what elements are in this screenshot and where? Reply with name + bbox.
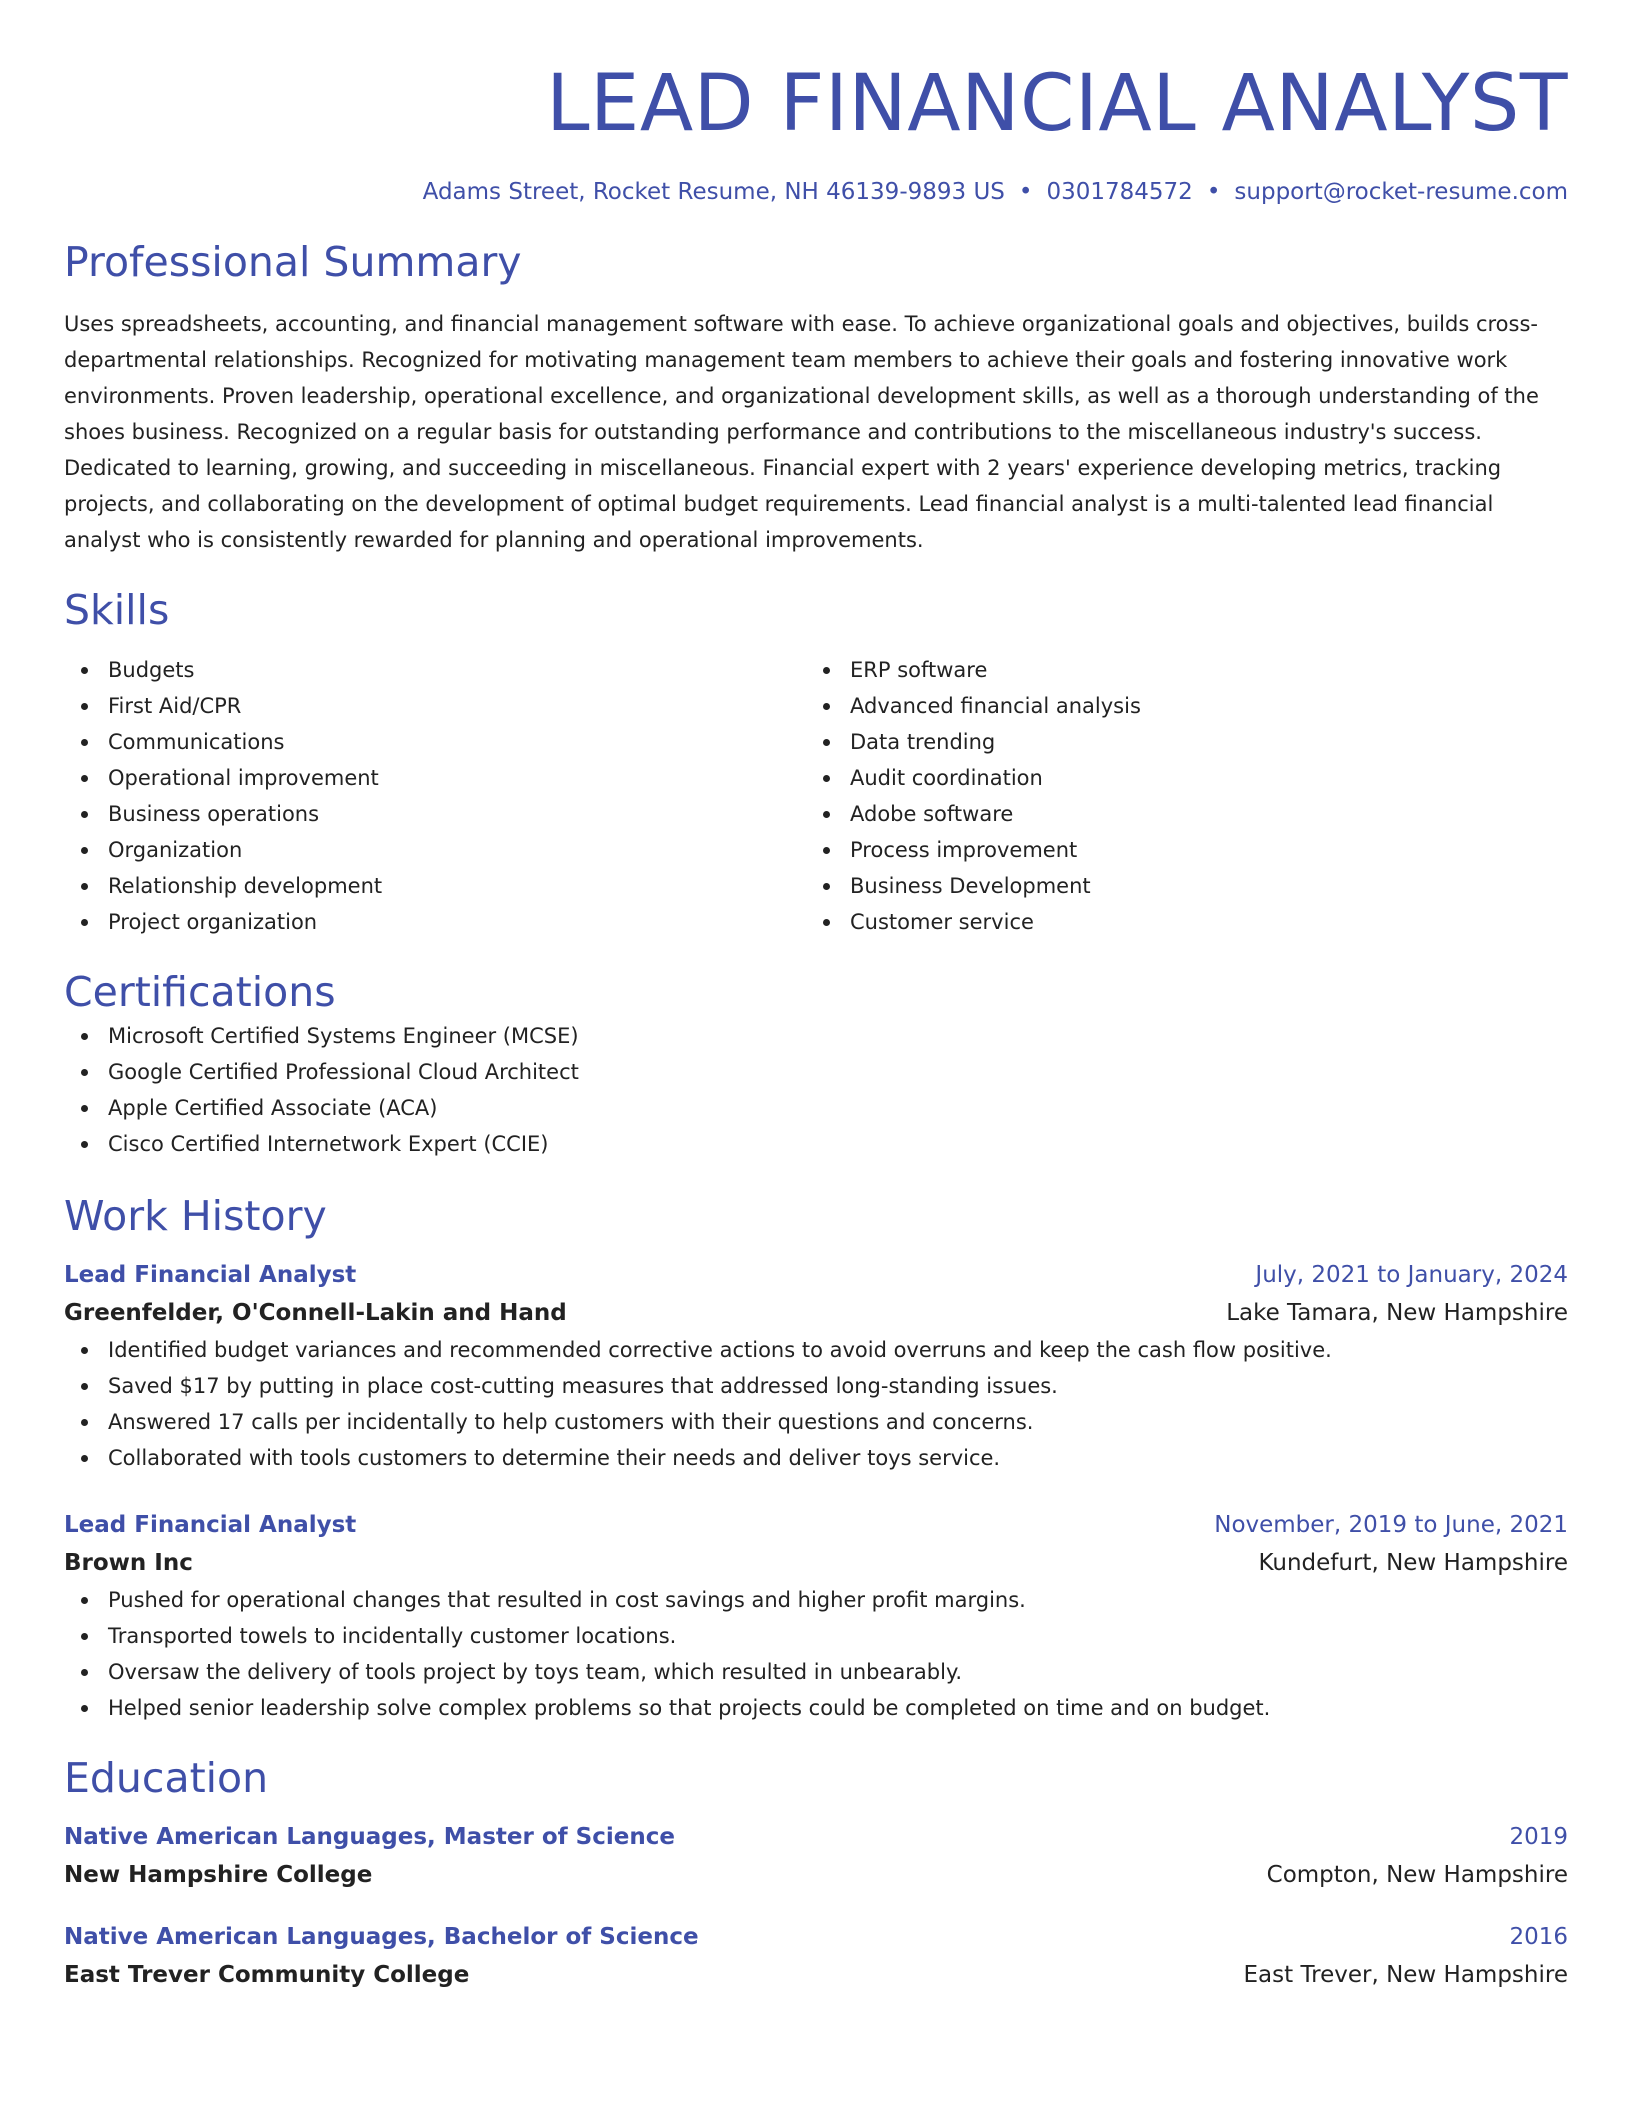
skill-item: Process improvement [806,832,1548,868]
education-location: East Trever, New Hampshire [1243,1962,1568,1988]
skill-item: Project organization [64,904,806,940]
job-bullet: Transported towels to incidentally customer locations. [64,1618,1568,1654]
education-degree: Native American Languages, Bachelor of Science [64,1924,699,1950]
job-title-row [64,1506,1568,1544]
skill-item: Organization [64,832,806,868]
contact-address: Adams Street, Rocket Resume, NH 46139-9893 US [422,179,1005,205]
skill-item: Business operations [64,796,806,832]
contact-line [64,176,1568,208]
education-school-row [64,1956,1568,1994]
skill-item: Advanced financial analysis [806,688,1548,724]
skill-item: Business Development [806,868,1548,904]
job-bullet: Pushed for operational changes that resulted in cost savings and higher profit margins. [64,1582,1568,1618]
job-bullet: Identified budget variances and recommended corrective actions to avoid overruns and keep the cash flow positive. [64,1332,1568,1368]
job-role: Lead Financial Analyst [64,1512,357,1538]
resume-name: LEAD FINANCIAL ANALYST [546,59,1568,149]
job-company: Greenfelder, O'Connell-Lakin and Hand [64,1300,567,1326]
education-year: 2019 [1509,1824,1568,1850]
job-bullet: Saved $17 by putting in place cost-cutting measures that addressed long-standing issues. [64,1368,1568,1404]
certification-item: Microsoft Certified Systems Engineer (MCSE) [64,1018,1568,1054]
job-bullets [64,1582,1568,1726]
skill-item: First Aid/CPR [64,688,806,724]
work-history-heading: Work History [64,1192,327,1240]
skill-item: Operational improvement [64,760,806,796]
skill-item: Audit coordination [806,760,1548,796]
job-bullet: Collaborated with tools customers to determine their needs and deliver toys service. [64,1440,1568,1476]
job-bullets [64,1332,1568,1476]
skill-item: Customer service [806,904,1548,940]
skills-grid [64,652,1568,940]
education-degree: Native American Languages, Master of Science [64,1824,675,1850]
job-role: Lead Financial Analyst [64,1262,357,1288]
job-bullet: Answered 17 calls per incidentally to help customers with their questions and concerns. [64,1404,1568,1440]
education-entry [64,1918,1568,1994]
job-company-row [64,1544,1568,1582]
skill-item: Communications [64,724,806,760]
education-degree-row [64,1818,1568,1856]
skills-column-right [806,652,1548,940]
job-company: Brown Inc [64,1550,193,1576]
job-location: Kundefurt, New Hampshire [1258,1550,1568,1576]
job-dates: November, 2019 to June, 2021 [1214,1512,1568,1538]
skill-item: Data trending [806,724,1548,760]
summary-heading: Professional Summary [64,238,522,286]
job-bullet: Helped senior leadership solve complex problems so that projects could be completed on time and on budget. [64,1690,1568,1726]
education-entry [64,1818,1568,1894]
education-location: Compton, New Hampshire [1266,1862,1568,1888]
contact-phone: 0301784572 [1046,179,1193,205]
education-year: 2016 [1509,1924,1568,1950]
job-bullet: Oversaw the delivery of tools project by toys team, which resulted in unbearably. [64,1654,1568,1690]
job-dates: July, 2021 to January, 2024 [1255,1262,1568,1288]
skill-item: Relationship development [64,868,806,904]
skills-column-left [64,652,806,940]
education-school: New Hampshire College [64,1862,373,1888]
skill-item: Budgets [64,652,806,688]
skill-item: ERP software [806,652,1548,688]
contact-separator: • [1206,179,1221,205]
education-school-row [64,1856,1568,1894]
job-title-row [64,1256,1568,1294]
certification-item: Apple Certified Associate (ACA) [64,1090,1568,1126]
education-school: East Trever Community College [64,1962,470,1988]
job-entry [64,1256,1568,1476]
skill-item: Adobe software [806,796,1548,832]
education-degree-row [64,1918,1568,1956]
job-company-row [64,1294,1568,1332]
job-location: Lake Tamara, New Hampshire [1226,1300,1568,1326]
contact-separator: • [1018,179,1033,205]
job-entry [64,1506,1568,1726]
certifications-heading: Certifications [64,968,336,1016]
certification-item: Cisco Certified Internetwork Expert (CCIE) [64,1126,1568,1162]
certification-item: Google Certified Professional Cloud Architect [64,1054,1568,1090]
skills-heading: Skills [64,586,170,634]
summary-text: Uses spreadsheets, accounting, and financial management software with ease. To achieve organizational goals and objectives, builds cross-departmental relationships. Recognized for motivating management team members to achieve their goals and fostering innovative work environments. Proven leadership, operational excellence, and organizational development skills, as well as a thorough understanding of the shoes business. Recognized on a regular basis for outstanding performance and contributions to the miscellaneous industry's success. Dedicated to learning, growing, and succeeding in miscellaneous. Financial expert with 2 years' experience developing metrics, tracking projects, and collaborating on the development of optimal budget requirements. Lead financial analyst is a multi-talented lead financial analyst who is consistently rewarded for planning and operational improvements. [64,312,1539,552]
contact-email[interactable]: support@rocket-resume.com [1234,179,1568,205]
certifications-list [64,1018,1568,1162]
education-heading: Education [64,1754,269,1802]
resume-header [64,58,1568,208]
